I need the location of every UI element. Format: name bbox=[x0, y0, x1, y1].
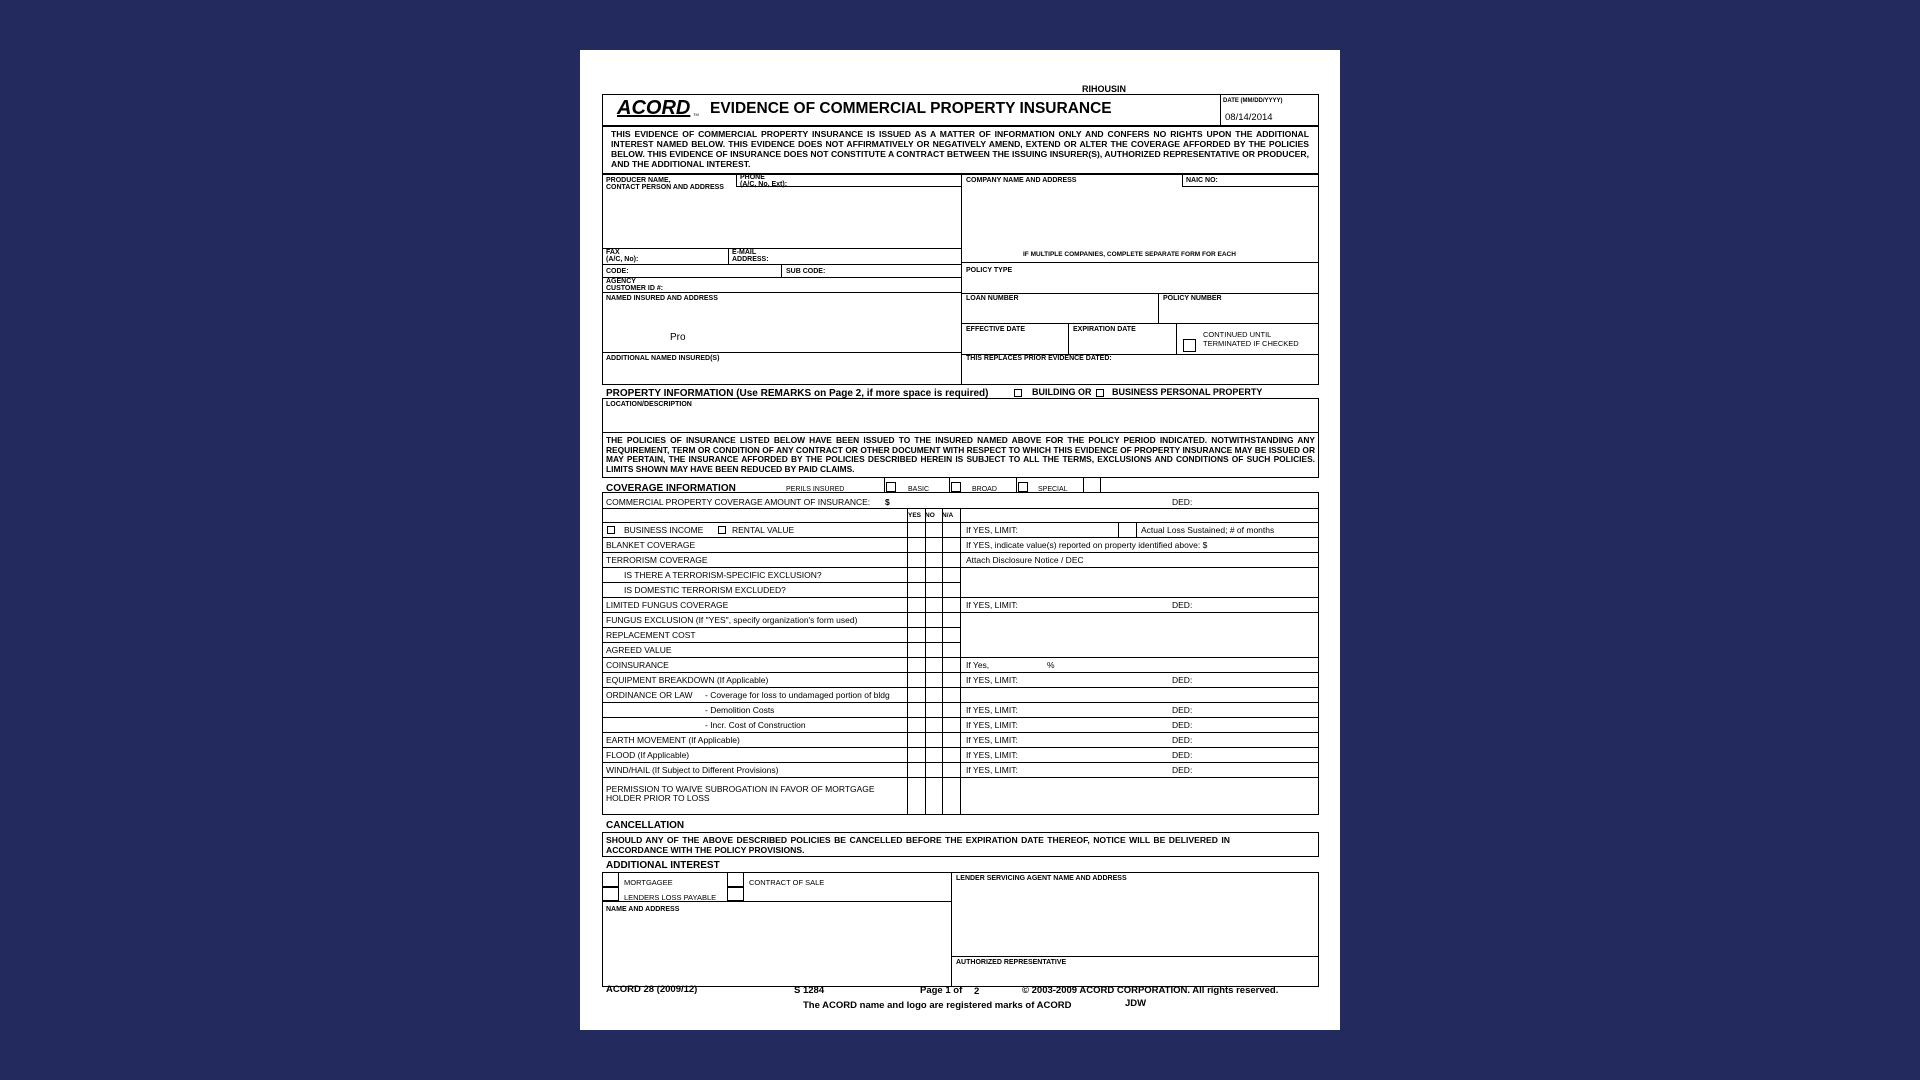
ordinance-undamaged-label: - Coverage for loss to undamaged portion of bldg bbox=[705, 690, 890, 700]
coinsurance-if-yes: If Yes, bbox=[966, 660, 990, 670]
equipment-breakdown-ded: DED: bbox=[1172, 675, 1193, 685]
equipment-breakdown-label: EQUIPMENT BREAKDOWN (If Applicable) bbox=[606, 675, 769, 685]
wind-hail-ded: DED: bbox=[1172, 765, 1193, 775]
coverage-amount-label: COMMERCIAL PROPERTY COVERAGE AMOUNT OF INSURANCE: bbox=[606, 497, 871, 507]
company-name-label: COMPANY NAME AND ADDRESS bbox=[966, 177, 1077, 184]
terrorism-label: TERRORISM COVERAGE bbox=[606, 555, 708, 565]
multiple-companies-note: IF MULTIPLE COMPANIES, COMPLETE SEPARATE FORM FOR EACH bbox=[1023, 251, 1236, 258]
coverage-amount-dollar: $ bbox=[885, 497, 890, 507]
additional-interest-heading: ADDITIONAL INTEREST bbox=[606, 860, 720, 871]
rental-value-checkbox[interactable] bbox=[718, 526, 726, 534]
form-code: RIHOUSIN bbox=[1082, 84, 1127, 94]
mortgagee-checkbox[interactable] bbox=[602, 872, 619, 887]
terrorism-right: Attach Disclosure Notice / DEC bbox=[966, 555, 1084, 565]
name-address-label: NAME AND ADDRESS bbox=[606, 906, 680, 913]
additional-named-label: ADDITIONAL NAMED INSURED(S) bbox=[606, 355, 720, 362]
continued-until-checkbox[interactable] bbox=[1183, 339, 1196, 352]
page-text: Page 1 of bbox=[920, 985, 963, 996]
lenders-loss-checkbox[interactable] bbox=[602, 887, 619, 901]
copyright: © 2003-2009 ACORD CORPORATION. All rights reserved. bbox=[1022, 985, 1279, 996]
producer-name-label: PRODUCER NAME, bbox=[606, 177, 671, 184]
demolition-costs-label: - Demolition Costs bbox=[705, 705, 775, 715]
naic-label: NAIC NO: bbox=[1186, 177, 1218, 184]
coinsurance-label: COINSURANCE bbox=[606, 660, 669, 670]
mortgagee-label: MORTGAGEE bbox=[624, 878, 673, 887]
serial-number: S 1284 bbox=[794, 985, 825, 996]
agency-label: AGENCY bbox=[606, 278, 636, 285]
cancellation-text: SHOULD ANY OF THE ABOVE DESCRIBED POLICIES BE CANCELLED BEFORE THE EXPIRATION DATE THEREOF, NOTICE WILL BE DELIVERED IN ACCORDANCE WITH THE POLICY PROVISIONS. bbox=[606, 835, 1230, 855]
fungus-coverage-label: LIMITED FUNGUS COVERAGE bbox=[606, 600, 729, 610]
effective-date-label: EFFECTIVE DATE bbox=[966, 326, 1025, 333]
named-insured-value: Pro bbox=[670, 332, 686, 343]
blanket-coverage-label: BLANKET COVERAGE bbox=[606, 540, 696, 550]
rental-value-label: RENTAL VALUE bbox=[732, 525, 795, 535]
replacement-cost-label: REPLACEMENT COST bbox=[606, 630, 696, 640]
subcode-label: SUB CODE: bbox=[786, 268, 826, 275]
special-checkbox[interactable] bbox=[1018, 482, 1028, 492]
blanket-coverage-right: If YES, indicate value(s) reported on property identified above: $ bbox=[966, 540, 1208, 550]
bpp-checkbox[interactable] bbox=[1096, 389, 1104, 397]
additional-interest-box bbox=[602, 872, 1319, 987]
wind-hail-label: WIND/HAIL (If Subject to Different Provisions) bbox=[606, 765, 779, 775]
ordinance-law-label: ORDINANCE OR LAW bbox=[606, 690, 693, 700]
contract-of-sale-checkbox[interactable] bbox=[727, 872, 744, 887]
fungus-exclusion-label: FUNGUS EXCLUSION (If "YES", specify organization's form used) bbox=[606, 615, 858, 625]
agency-id-label: CUSTOMER ID #: bbox=[606, 285, 664, 292]
perils-label: PERILS INSURED bbox=[786, 486, 845, 493]
building-label: BUILDING OR bbox=[1032, 387, 1092, 397]
date-value: 08/14/2014 bbox=[1225, 112, 1273, 123]
terrorism-exclusion-label: IS THERE A TERRORISM-SPECIFIC EXCLUSION? bbox=[624, 570, 822, 580]
continued-label: CONTINUED UNTIL bbox=[1203, 330, 1272, 339]
broad-checkbox[interactable] bbox=[951, 482, 961, 492]
waive-subrogation-label: PERMISSION TO WAIVE SUBROGATION IN FAVOR OF MORTGAGE bbox=[606, 784, 875, 794]
property-heading: PROPERTY INFORMATION (Use REMARKS on Page 2, if more space is required) bbox=[606, 388, 989, 399]
earth-movement-label: EARTH MOVEMENT (If Applicable) bbox=[606, 735, 740, 745]
lender-agent-label: LENDER SERVICING AGENT NAME AND ADDRESS bbox=[956, 875, 1127, 882]
code-label: CODE: bbox=[606, 268, 629, 275]
fungus-coverage-ded: DED: bbox=[1172, 600, 1193, 610]
equipment-breakdown-limit: If YES, LIMIT: bbox=[966, 675, 1018, 685]
acord-logo: ACORD bbox=[617, 97, 691, 119]
phone-label: PHONE bbox=[740, 174, 765, 181]
flood-label: FLOOD (If Applicable) bbox=[606, 750, 690, 760]
incr-cost-ded: DED: bbox=[1172, 720, 1193, 730]
lenders-loss-label: LENDERS LOSS PAYABLE bbox=[624, 893, 717, 902]
producer-contact-label: CONTACT PERSON AND ADDRESS bbox=[606, 184, 724, 191]
fungus-coverage-limit: If YES, LIMIT: bbox=[966, 600, 1018, 610]
logo-trademark: TM bbox=[693, 112, 699, 117]
agreed-value-label: AGREED VALUE bbox=[606, 645, 672, 655]
document-page bbox=[580, 50, 1340, 1030]
authorized-rep-label: AUTHORIZED REPRESENTATIVE bbox=[956, 959, 1067, 966]
incr-cost-label: - Incr. Cost of Construction bbox=[705, 720, 806, 730]
flood-ded: DED: bbox=[1172, 750, 1193, 760]
coverage-heading: COVERAGE INFORMATION bbox=[606, 483, 736, 494]
form-id: ACORD 28 (2009/12) bbox=[606, 984, 698, 995]
building-checkbox[interactable] bbox=[1014, 389, 1022, 397]
continued-label-2: TERMINATED IF CHECKED bbox=[1203, 339, 1299, 348]
contract-of-sale-label: CONTRACT OF SALE bbox=[749, 878, 825, 887]
email-label: E-MAIL bbox=[732, 249, 757, 256]
earth-movement-limit: If YES, LIMIT: bbox=[966, 735, 1018, 745]
fax-label-2: (A/C, No): bbox=[606, 256, 639, 263]
location-label: LOCATION/DESCRIPTION bbox=[606, 401, 692, 408]
page-total: 2 bbox=[974, 986, 980, 997]
waive-subrogation-label-2: HOLDER PRIOR TO LOSS bbox=[606, 793, 710, 803]
loan-number-label: LOAN NUMBER bbox=[966, 295, 1019, 302]
business-income-limit: If YES, LIMIT: bbox=[966, 525, 1018, 535]
bpp-label: BUSINESS PERSONAL PROPERTY bbox=[1112, 387, 1263, 397]
demolition-costs-ded: DED: bbox=[1172, 705, 1193, 715]
special-label: SPECIAL bbox=[1038, 486, 1068, 493]
policy-type-label: POLICY TYPE bbox=[966, 267, 1013, 274]
business-income-checkbox[interactable] bbox=[607, 526, 615, 534]
email-label-2: ADDRESS: bbox=[732, 256, 769, 263]
yes-header: YES bbox=[908, 512, 922, 519]
flood-limit: If YES, LIMIT: bbox=[966, 750, 1018, 760]
replaces-evidence-label: THIS REPLACES PRIOR EVIDENCE DATED: bbox=[966, 355, 1112, 362]
fax-label: FAX bbox=[606, 249, 620, 256]
wind-hail-limit: If YES, LIMIT: bbox=[966, 765, 1018, 775]
date-label: DATE (MM/DD/YYYY) bbox=[1223, 98, 1283, 104]
cancellation-heading: CANCELLATION bbox=[606, 820, 685, 831]
domestic-terrorism-label: IS DOMESTIC TERRORISM EXCLUDED? bbox=[624, 585, 786, 595]
initials: JDW bbox=[1125, 998, 1147, 1009]
lenders-loss-checkbox-2[interactable] bbox=[727, 887, 744, 901]
demolition-costs-limit: If YES, LIMIT: bbox=[966, 705, 1018, 715]
policy-number-label: POLICY NUMBER bbox=[1163, 295, 1222, 302]
no-header: NO bbox=[925, 512, 935, 519]
incr-cost-limit: If YES, LIMIT: bbox=[966, 720, 1018, 730]
named-insured-label: NAMED INSURED AND ADDRESS bbox=[606, 295, 718, 302]
trademark-notice: The ACORD name and logo are registered marks of ACORD bbox=[803, 1000, 1072, 1011]
disclaimer-text: THIS EVIDENCE OF COMMERCIAL PROPERTY INSURANCE IS ISSUED AS A MATTER OF INFORMATION ONLY AND CONFERS NO RIGHTS UPON THE ADDITIONAL INTEREST NAMED BELOW. THIS EVIDENCE DOES NOT AFFIRMATIVELY OR NEGATIVELY AMEND, EXTEND OR ALTER THE COVERAGE AFFORDED BY THE POLICIES BELOW. THIS EVIDENCE OF INSURANCE DOES NOT CONSTITUTE A CONTRACT BETWEEN THE ISSUING INSURER(S), AUTHORIZED REPRESENTATIVE OR PRODUCER, AND THE ADDITIONAL INTEREST. bbox=[611, 129, 1309, 169]
actual-loss-label: Actual Loss Sustained; # of months bbox=[1141, 525, 1275, 535]
coverage-amount-ded: DED: bbox=[1172, 497, 1193, 507]
business-income-label: BUSINESS INCOME bbox=[624, 525, 704, 535]
earth-movement-ded: DED: bbox=[1172, 735, 1193, 745]
expiration-date-label: EXPIRATION DATE bbox=[1073, 326, 1136, 333]
basic-checkbox[interactable] bbox=[886, 482, 896, 492]
basic-label: BASIC bbox=[908, 486, 930, 493]
broad-label: BROAD bbox=[972, 486, 997, 493]
form-title: EVIDENCE OF COMMERCIAL PROPERTY INSURANCE bbox=[710, 100, 1112, 117]
phone-label-2: (A/C, No, Ext): bbox=[740, 181, 788, 188]
coinsurance-percent: % bbox=[1047, 660, 1055, 670]
policies-text: THE POLICIES OF INSURANCE LISTED BELOW HAVE BEEN ISSUED TO THE INSURED NAMED ABOVE FOR THE POLICY PERIOD INDICATED. NOTWITHSTANDING ANY REQUIREMENT, TERM OR CONDITION OF ANY CONTRACT OR OTHER DOCUMENT WITH RESPECT TO WHICH THIS EVIDENCE OF PROPERTY INSURANCE MAY BE ISSUED OR MAY PERTAIN, THE INSURANCE AFFORDED BY THE POLICIES DESCRIBED HEREIN IS SUBJECT TO ALL THE TERMS, EXCLUSIONS AND CONDITIONS OF SUCH POLICIES. LIMITS SHOWN MAY HAVE BEEN REDUCED BY PAID CLAIMS. bbox=[606, 435, 1315, 474]
na-header: N/A bbox=[942, 512, 954, 519]
